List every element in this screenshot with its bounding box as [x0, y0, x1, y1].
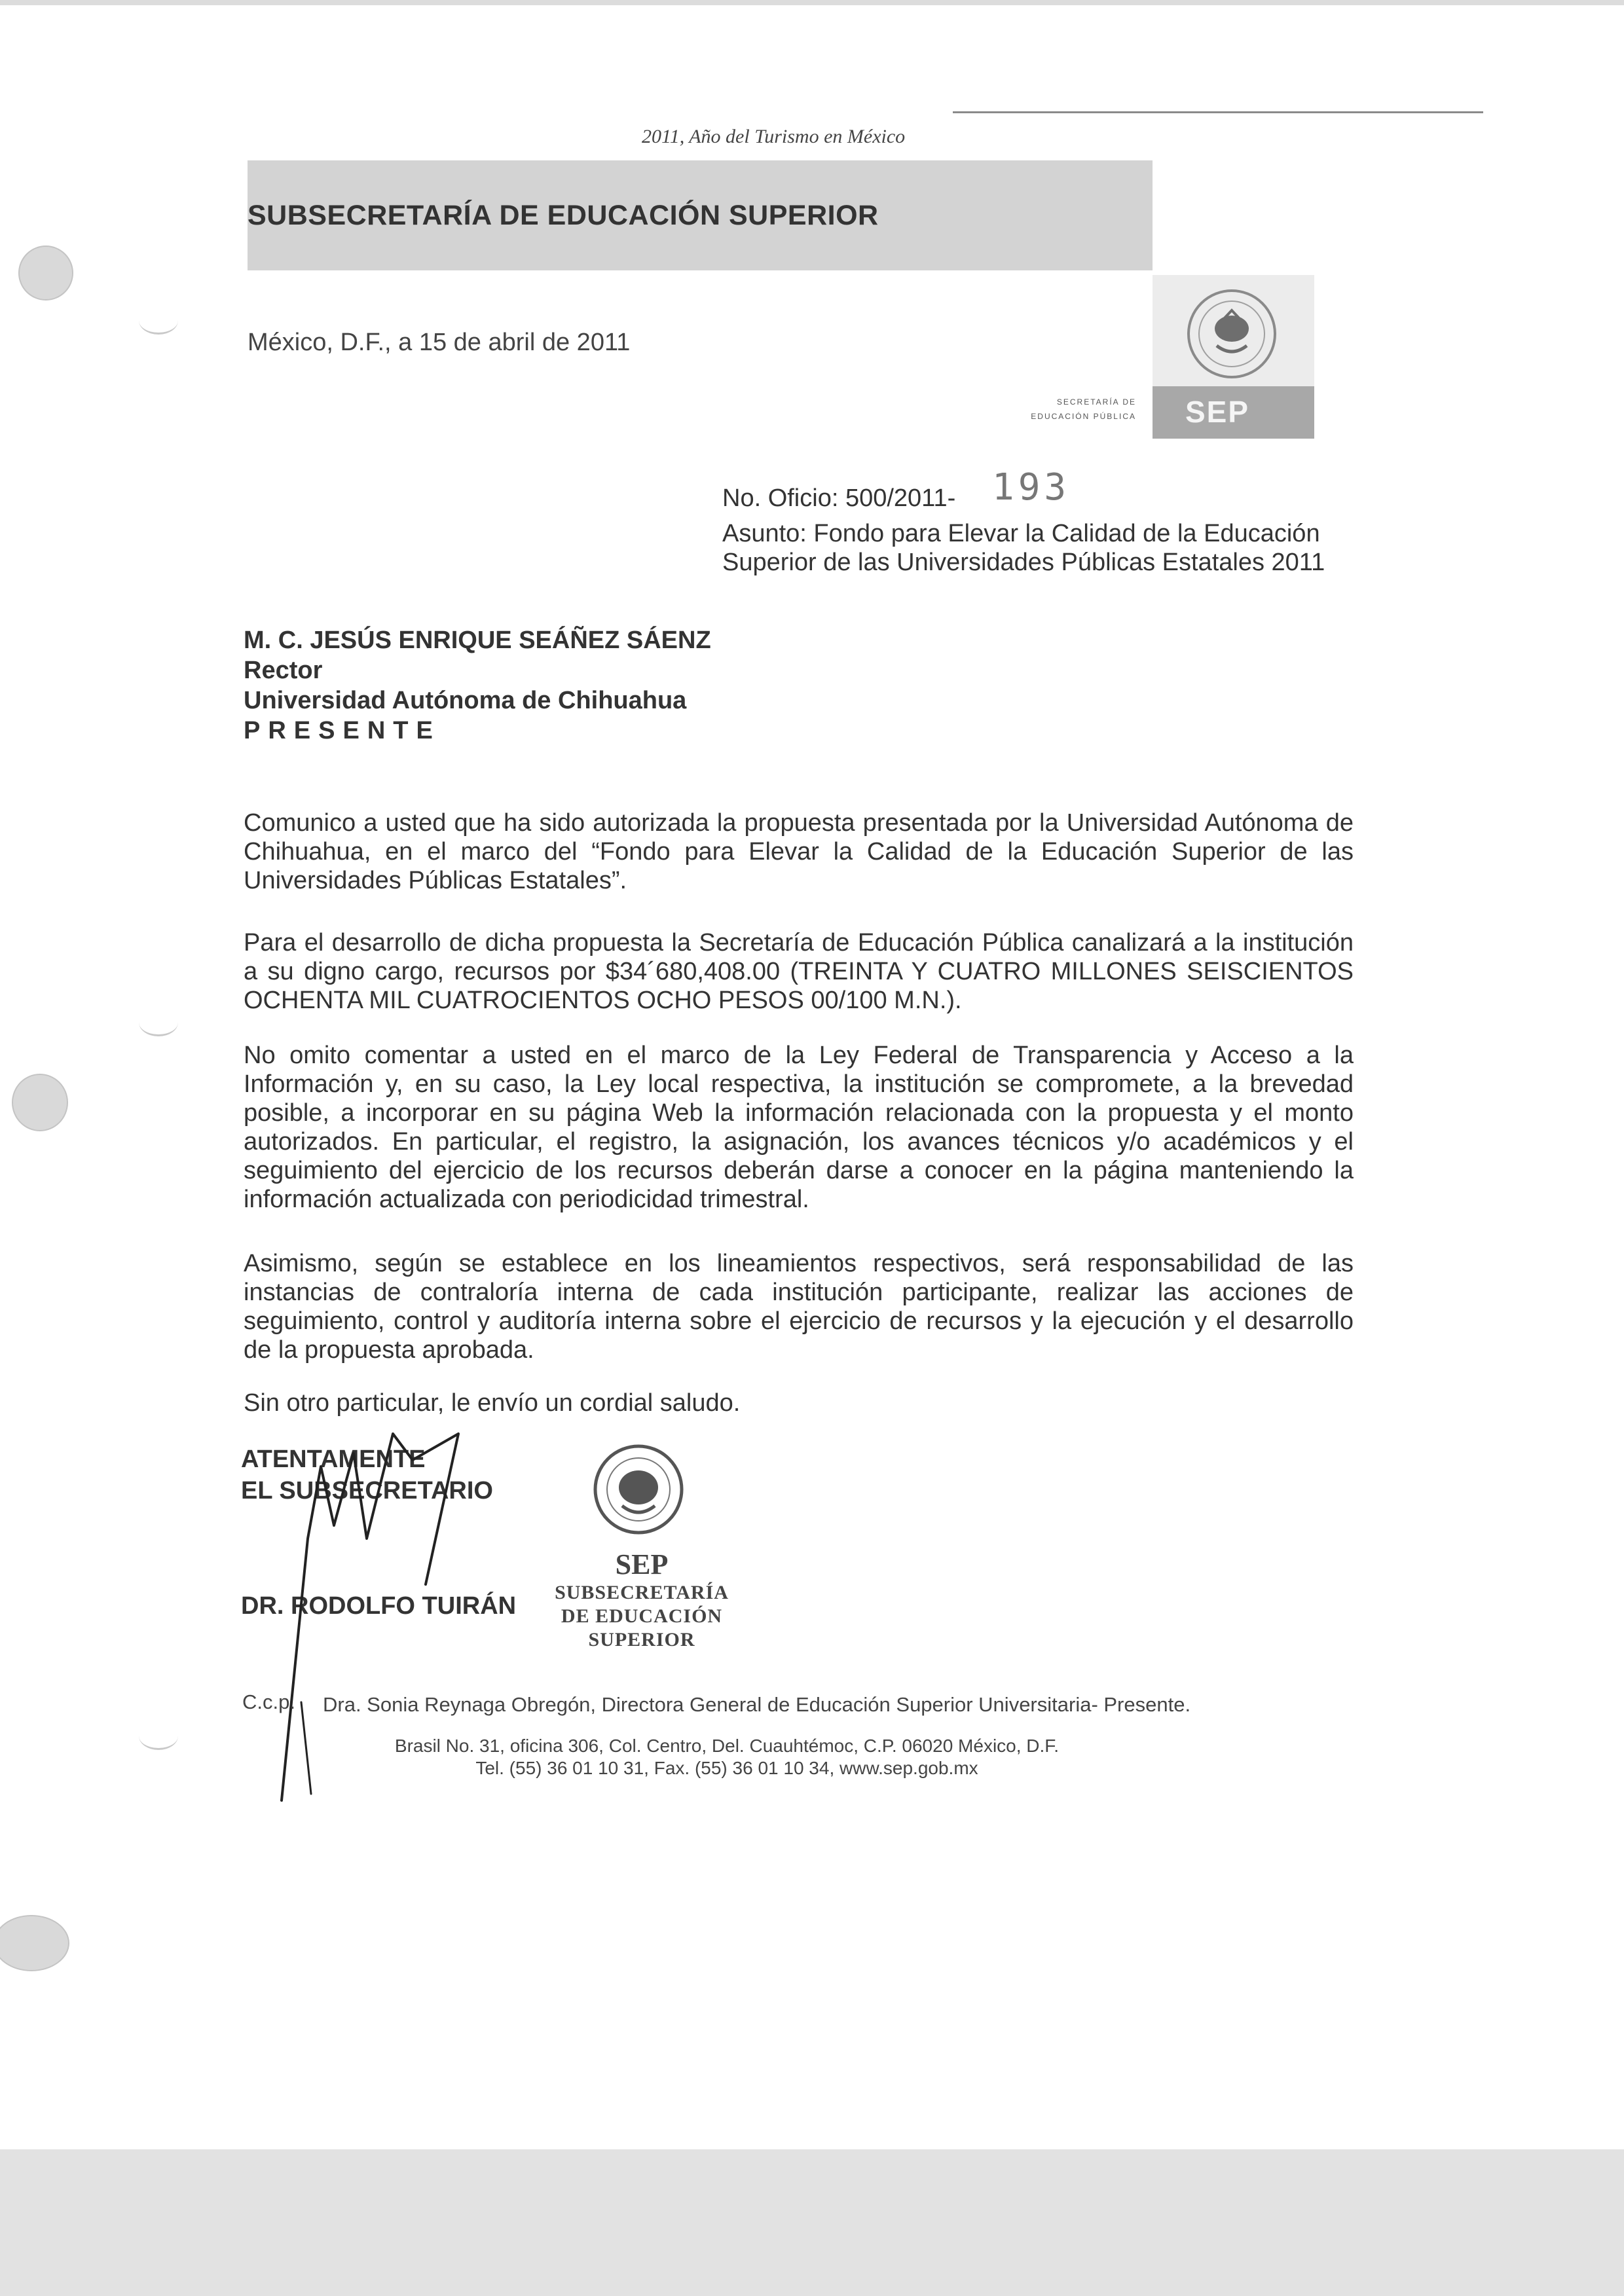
stamp-line-3: SUPERIOR	[588, 1629, 695, 1650]
signer-role: EL SUBSECRETARIO	[241, 1477, 493, 1504]
footer-address: Brasil No. 31, oficina 306, Col. Centro, Del. Cuauhtémoc, C.P. 06020 México, D.F.	[394, 1736, 1060, 1756]
sep-logo-text: SEP	[1185, 395, 1250, 429]
atentamente-label: ATENTAMENTE	[241, 1446, 426, 1473]
footer-contact: Tel. (55) 36 01 10 31, Fax. (55) 36 01 10 34, www.sep.gob.mx	[475, 1758, 978, 1778]
stamp-line-2: DE EDUCACIÓN	[561, 1605, 723, 1627]
stamp-seal-icon	[589, 1440, 688, 1539]
punch-hole-bottom	[0, 1915, 69, 1971]
subject	[722, 519, 1325, 577]
stamp-title: SEP	[615, 1548, 669, 1580]
scan-top-edge	[0, 0, 1624, 5]
subject-line-1: Asunto: Fondo para Elevar la Calidad de la Educación	[722, 520, 1320, 547]
punch-hole-middle	[12, 1074, 68, 1131]
body-paragraph-1: Comunico a usted que ha sido autorizada la propuesta presentada por la Universidad Autónoma de Chihuahua, en el marco del “Fondo para Elevar la Calidad de la Educación Superior de las Universidades Públicas Estatales”.	[244, 809, 1354, 894]
ccp-label: C.c.p.	[242, 1690, 295, 1713]
header-rule	[953, 111, 1483, 113]
recipient-presente: PRESENTE	[244, 717, 441, 744]
body-paragraph-3: No omito comentar a usted en el marco de la Ley Federal de Transparencia y Acceso a la Información y, en su caso, la Ley local respectiva, la institución se compromete, a la brevedad posible, a incorporar en su página Web la información relacionada con la propuesta y el monto autorizados. En particular, el registro, la asignación, los avances técnicos y/o académicos y el seguimiento del ejercicio de los recursos deberán darse a conocer en la página manteniendo la información actualizada con periodicidad trimestral.	[244, 1042, 1354, 1213]
hole-mark	[139, 1008, 178, 1036]
hole-mark	[139, 306, 178, 335]
recipient-name: M. C. JESÚS ENRIQUE SEÁÑEZ SÁENZ	[244, 627, 711, 654]
recipient-institution: Universidad Autónoma de Chihuahua	[244, 687, 687, 714]
hole-mark	[139, 1722, 178, 1750]
ccp-text: Dra. Sonia Reynaga Obregón, Directora General de Educación Superior Universitaria- Presente.	[323, 1693, 1191, 1716]
mexican-seal-icon	[1164, 282, 1299, 385]
recipient-block	[244, 625, 711, 746]
signer-name: DR. RODOLFO TUIRÁN	[241, 1592, 517, 1620]
secretaria-line2: EDUCACIÓN PÚBLICA	[1031, 412, 1136, 421]
subsecretaria-stamp	[544, 1548, 740, 1652]
subject-line-2: Superior de las Universidades Públicas Estatales 2011	[722, 549, 1325, 576]
body-paragraph-4: Asimismo, según se establece en los lineamientos respectivos, será responsabilidad de las instancias de contraloría interna de cada institución participante, realizar las acciones de seguimiento, control y auditoría interna sobre el ejercicio de recursos y la ejecución y el desarrollo de la propuesta aprobada.	[244, 1250, 1354, 1364]
secretaria-line1: SECRETARÍA DE	[1056, 397, 1136, 407]
year-motto: 2011, Año del Turismo en México	[642, 126, 906, 147]
letter-date: México, D.F., a 15 de abril de 2011	[248, 329, 631, 356]
oficio-number: 193	[992, 466, 1071, 509]
recipient-title: Rector	[244, 657, 323, 684]
oficio-label: No. Oficio: 500/2011-	[722, 484, 956, 512]
footer	[367, 1735, 1087, 1779]
body-paragraph-2: Para el desarrollo de dicha propuesta la Secretaría de Educación Pública canalizará a la institución a su digno cargo, recursos por $34´680,408.00 (TREINTA Y CUATRO MILLONES SEISCIENTOS OCHENTA MIL CUATROCIENTOS OCHO PESOS 00/100 M.N.).	[244, 929, 1354, 1014]
scan-bottom-edge	[0, 2149, 1624, 2296]
closing-salutation: Sin otro particular, le envío un cordial saludo.	[244, 1389, 741, 1417]
stamp-line-1: SUBSECRETARÍA	[555, 1582, 729, 1603]
punch-hole-top	[18, 246, 73, 301]
department-title: SUBSECRETARÍA DE EDUCACIÓN SUPERIOR	[248, 200, 879, 231]
